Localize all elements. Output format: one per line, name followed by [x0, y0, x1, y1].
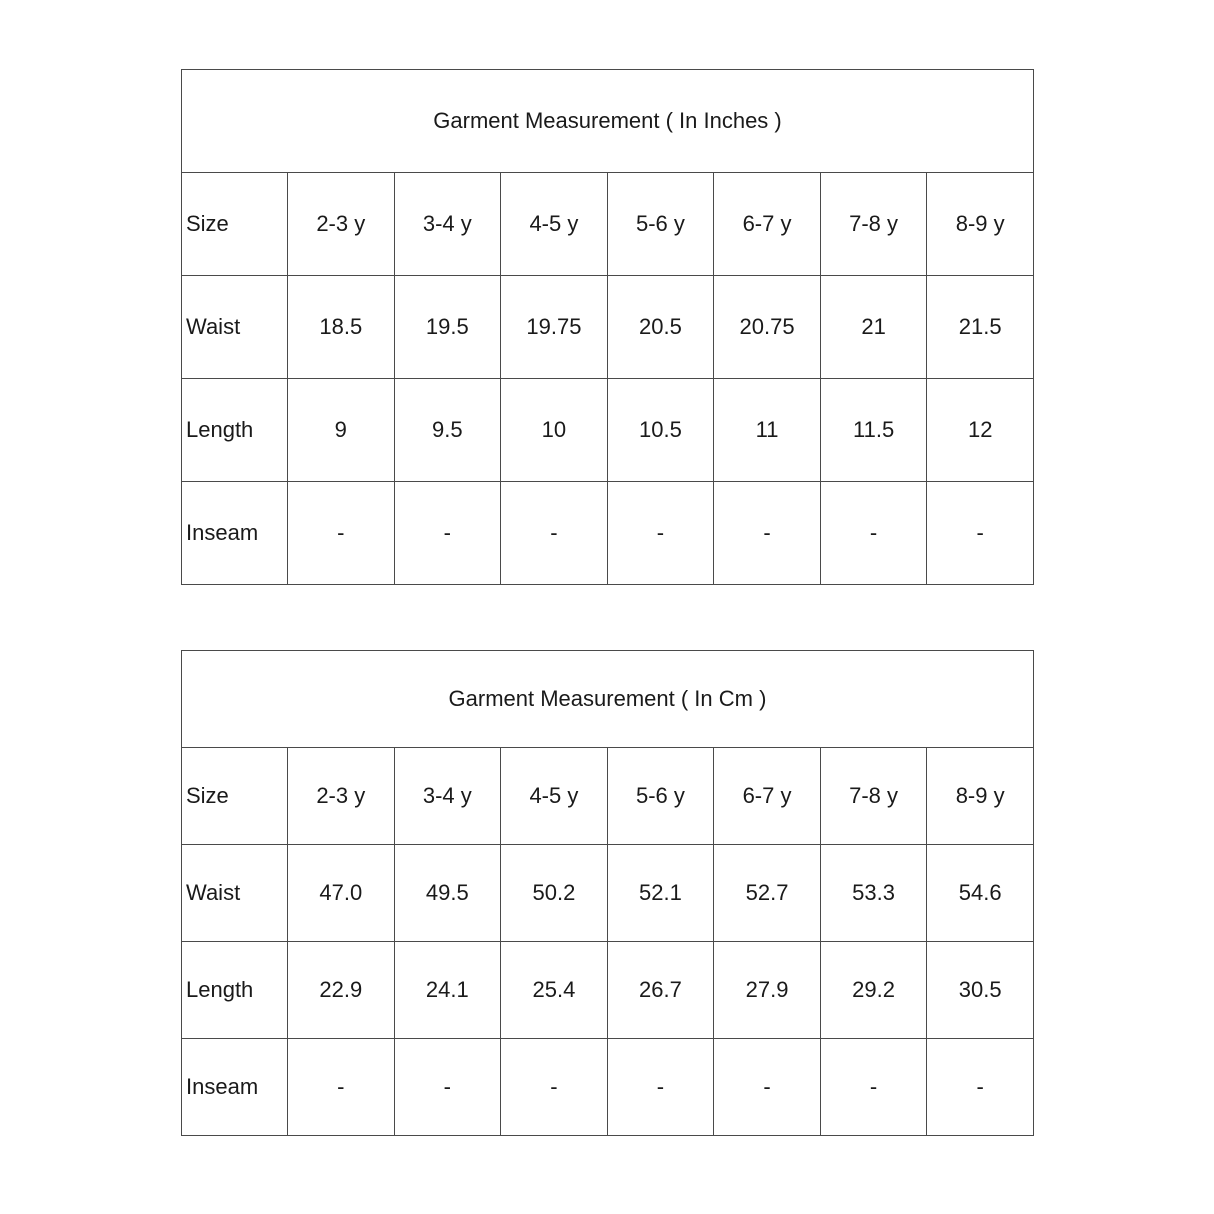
table-cell: 52.7: [714, 845, 821, 942]
table-cell: 25.4: [501, 942, 608, 1039]
table-row: [182, 379, 1034, 482]
table-cell: 54.6: [927, 845, 1034, 942]
table-cell: 6-7 y: [714, 748, 821, 845]
table-cell: 3-4 y: [394, 173, 501, 276]
table-cell: 2-3 y: [288, 748, 395, 845]
table-cell: 6-7 y: [714, 173, 821, 276]
table-cell: 2-3 y: [288, 173, 395, 276]
size-chart-inches: [181, 69, 1034, 585]
table-cell: 3-4 y: [394, 748, 501, 845]
table-cell: -: [820, 1039, 927, 1136]
table-cell: 19.75: [501, 276, 608, 379]
row-label: Size: [182, 173, 288, 276]
table-cell: 10: [501, 379, 608, 482]
table-cell: -: [714, 1039, 821, 1136]
table-cell: 22.9: [288, 942, 395, 1039]
table-cell: 18.5: [288, 276, 395, 379]
row-label: Length: [182, 942, 288, 1039]
table-cell: 5-6 y: [607, 173, 714, 276]
table-cell: 27.9: [714, 942, 821, 1039]
table-cell: 12: [927, 379, 1034, 482]
table-cell: 4-5 y: [501, 173, 608, 276]
table-cell: 20.5: [607, 276, 714, 379]
table-row: [182, 173, 1034, 276]
size-chart-cm: [181, 650, 1034, 1136]
row-label: Size: [182, 748, 288, 845]
table-cell: -: [288, 482, 395, 585]
table-cell: -: [927, 482, 1034, 585]
table-cell: 30.5: [927, 942, 1034, 1039]
row-label: Inseam: [182, 482, 288, 585]
table-cell: 8-9 y: [927, 173, 1034, 276]
table-row: [182, 276, 1034, 379]
table-cell: -: [394, 482, 501, 585]
table-cell: 21: [820, 276, 927, 379]
table-cell: 10.5: [607, 379, 714, 482]
table-title: Garment Measurement ( In Cm ): [182, 651, 1034, 748]
table-cell: -: [820, 482, 927, 585]
table-cell: 20.75: [714, 276, 821, 379]
table-cell: 7-8 y: [820, 173, 927, 276]
table-cell: 24.1: [394, 942, 501, 1039]
row-label: Inseam: [182, 1039, 288, 1136]
row-label: Waist: [182, 845, 288, 942]
table-cell: 9: [288, 379, 395, 482]
table-row: [182, 942, 1034, 1039]
table-row: [182, 845, 1034, 942]
table-cell: -: [927, 1039, 1034, 1136]
table-cell: 5-6 y: [607, 748, 714, 845]
table-cell: 29.2: [820, 942, 927, 1039]
table-cell: -: [394, 1039, 501, 1136]
table-cell: 9.5: [394, 379, 501, 482]
table-cell: 19.5: [394, 276, 501, 379]
table-cell: 21.5: [927, 276, 1034, 379]
table-cell: -: [714, 482, 821, 585]
table-title-row: [182, 651, 1034, 748]
table-cell: 50.2: [501, 845, 608, 942]
table-cell: 53.3: [820, 845, 927, 942]
table-title: Garment Measurement ( In Inches ): [182, 70, 1034, 173]
table-row: [182, 1039, 1034, 1136]
table-cell: 26.7: [607, 942, 714, 1039]
table-cell: 7-8 y: [820, 748, 927, 845]
table-title-row: [182, 70, 1034, 173]
table-cell: 52.1: [607, 845, 714, 942]
table-cell: -: [607, 482, 714, 585]
row-label: Waist: [182, 276, 288, 379]
table-cell: 47.0: [288, 845, 395, 942]
table-cell: 11: [714, 379, 821, 482]
table-cell: -: [501, 482, 608, 585]
table-cell: 11.5: [820, 379, 927, 482]
table-cell: -: [288, 1039, 395, 1136]
table-cell: 4-5 y: [501, 748, 608, 845]
table-row: [182, 482, 1034, 585]
table-cell: -: [607, 1039, 714, 1136]
table-cell: 49.5: [394, 845, 501, 942]
table-cell: -: [501, 1039, 608, 1136]
table-cell: 8-9 y: [927, 748, 1034, 845]
table-row: [182, 748, 1034, 845]
row-label: Length: [182, 379, 288, 482]
